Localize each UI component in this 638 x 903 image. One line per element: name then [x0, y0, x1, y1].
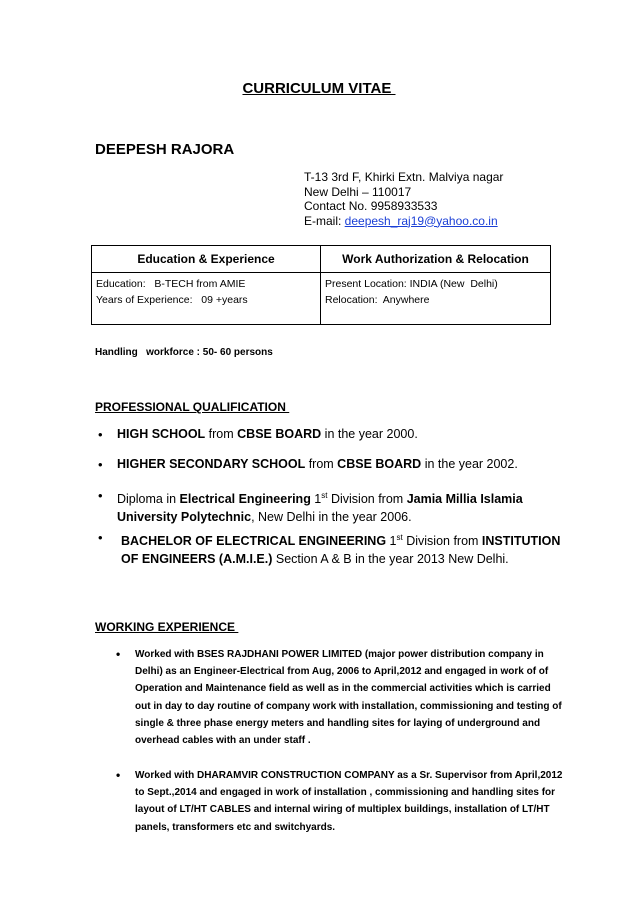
email-link[interactable]: deepesh_raj19@yahoo.co.in	[344, 213, 498, 228]
email-row	[304, 214, 503, 229]
candidate-name: DEEPESH RAJORA	[95, 141, 235, 158]
experience-text: Worked with BSES RAJDHANI POWER LIMITED (major power distribution company in Delhi) as an Engineer-Electrical from Aug, 2006 to April,2012 and engaged in work of of Operation and Maintenance field as well as in the commercial activities which is carried out in day to day routine of company work with installation, commissioning and testing of single & three phase energy meters and handling sites for laying of underground and overhead cables with an under staff .	[135, 649, 562, 747]
experience-item	[116, 646, 565, 749]
text: 1	[310, 492, 322, 507]
bullet-icon: •	[116, 768, 121, 782]
text: Diploma in	[117, 492, 180, 507]
qualification-name: Electrical Engineering	[179, 492, 311, 507]
relocation-value: Relocation: Anywhere	[325, 294, 430, 306]
institution-name: INSTITUTION OF ENGINEERS (A.M.I.E.)	[121, 534, 561, 566]
education-value: Education: B-TECH from AMIE	[96, 278, 246, 290]
ordinal: st	[396, 533, 403, 542]
text: Section A & B in the year 2013 New Delhi.	[272, 551, 509, 566]
bullet-icon: •	[98, 488, 103, 503]
board-name: CBSE BOARD	[237, 427, 322, 441]
document-title: CURRICULUM VITAE	[242, 80, 396, 97]
bullet-icon: •	[98, 457, 103, 472]
bullet-icon: •	[98, 530, 103, 545]
experience-value: Years of Experience: 09 +years	[96, 294, 248, 306]
bullet-icon: •	[98, 427, 103, 442]
location-cell	[321, 273, 551, 325]
professional-qualification-heading: PROFESSIONAL QUALIFICATION	[95, 400, 290, 414]
experience-item	[116, 767, 565, 836]
ordinal: st	[321, 491, 328, 500]
qualification-item	[98, 426, 567, 444]
qualification-item	[98, 456, 567, 474]
education-cell	[92, 273, 321, 325]
contact-number: Contact No. 9958933533	[304, 199, 438, 213]
qualification-name: HIGH SCHOOL	[117, 427, 206, 441]
summary-table	[91, 245, 551, 325]
text: Division from	[402, 534, 482, 549]
text: Division from	[327, 492, 407, 507]
text: from	[205, 427, 238, 441]
text: , New Delhi in the year 2006.	[251, 509, 412, 524]
education-header: Education & Experience	[92, 246, 321, 273]
qualification-item	[98, 487, 537, 526]
address-line-2: New Delhi – 110017	[304, 184, 412, 199]
text: from	[305, 457, 338, 471]
institution-name: Jamia Millia Islamia University Polytechnic	[117, 492, 523, 524]
location-value: Present Location: INDIA (New Delhi)	[325, 278, 498, 290]
text: 1	[386, 534, 397, 549]
text: in the year 2000.	[321, 427, 418, 441]
bullet-icon: •	[116, 647, 121, 661]
experience-text: Worked with DHARAMVIR CONSTRUCTION COMPANY as a Sr. Supervisor from April,2012 to Sept.,2014 and engaged in work of installation , commissioning and handling sites for layout of LT/HT CABLES and internal wiring of multiplex buildings, installation of LT/HT panels, transformers etc and switchyards.	[135, 770, 563, 833]
working-experience-heading: WORKING EXPERIENCE	[95, 620, 239, 634]
email-label: E-mail:	[304, 213, 345, 228]
text: in the year 2002.	[421, 457, 518, 471]
contact-block	[304, 170, 503, 228]
address-line-1: T-13 3rd F, Khirki Extn. Malviya nagar	[304, 170, 504, 184]
qualification-item	[98, 529, 561, 568]
workforce-note: Handling workforce : 50- 60 persons	[95, 347, 273, 358]
qualification-name: BACHELOR OF ELECTRICAL ENGINEERING	[121, 534, 387, 549]
qualification-name: HIGHER SECONDARY SCHOOL	[117, 457, 306, 471]
board-name: CBSE BOARD	[337, 457, 422, 471]
work-authorization-header: Work Authorization & Relocation	[321, 246, 551, 273]
